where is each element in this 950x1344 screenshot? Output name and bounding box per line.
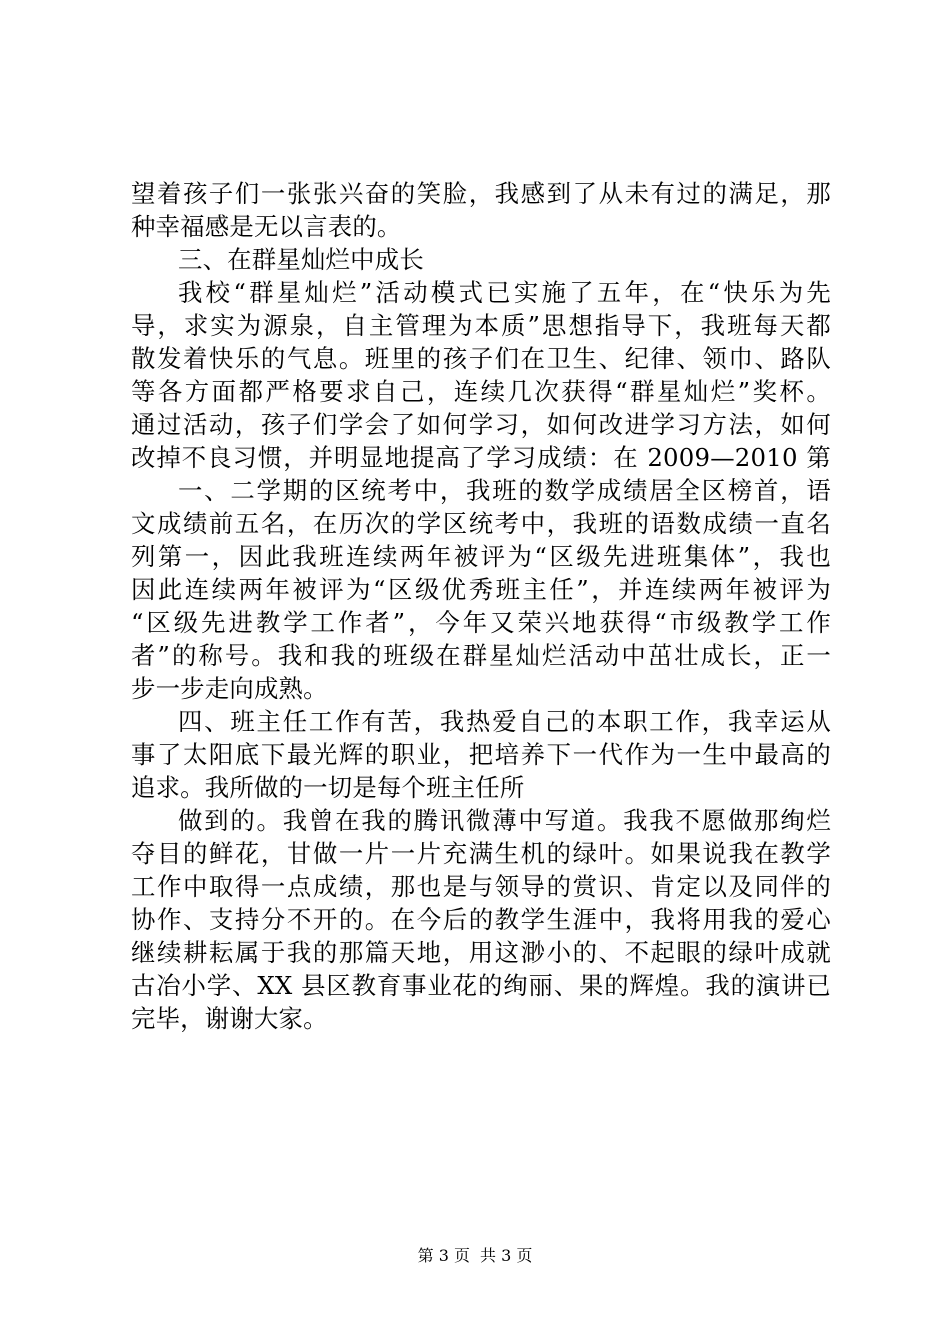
section-heading: 三、在群星灿烂中成长 (178, 245, 424, 274)
text-line: 等各方面都严格要求自己，连续几次获得“群星灿烂”奖杯。 (131, 377, 831, 406)
text-line: 因此连续两年被评为“区级优秀班主任”，并连续两年被评为 (131, 575, 831, 604)
text-line: 望着孩子们一张张兴奋的笑脸，我感到了从未有过的满足，那 (131, 179, 831, 208)
document-body (131, 177, 831, 1035)
text-line: 改掉不良习惯，并明显地提高了学习成绩：在 2009—2010 第 (131, 443, 831, 472)
text-line: 文成绩前五名，在历次的学区统考中，我班的语数成绩一直名 (131, 509, 831, 538)
text-line: 继续耕耘属于我的那篇天地，用这渺小的、不起眼的绿叶成就 (131, 938, 831, 967)
text-line: 列第一，因此我班连续两年被评为“区级先进班集体”，我也 (131, 542, 831, 571)
text-line: 一、二学期的区统考中，我班的数学成绩居全区榜首，语 (178, 476, 831, 505)
text-line: 通过活动，孩子们学会了如何学习，如何改进学习方法，如何 (131, 410, 831, 439)
text-line: 种幸福感是无以言表的。 (131, 212, 402, 241)
text-line: 散发着快乐的气息。班里的孩子们在卫生、纪律、领巾、路队 (131, 344, 831, 373)
text-line: 四、班主任工作有苦，我热爱自己的本职工作，我幸运从 (178, 707, 831, 736)
text-line: 做到的。我曾在我的腾讯微薄中写道。我我不愿做那绚烂 (178, 806, 831, 835)
text-line: “区级先进教学工作者”，今年又荣兴地获得“市级教学工作 (131, 608, 831, 637)
page-footer (0, 1245, 950, 1267)
text-line: 追求。我所做的一切是每个班主任所 (131, 773, 525, 802)
text-line: 古冶小学、XX 县区教育事业花的绚丽、果的辉煌。我的演讲已 (131, 971, 831, 1000)
text-line: 工作中取得一点成绩，那也是与领导的赏识、肯定以及同伴的 (131, 872, 831, 901)
text-line: 事了太阳底下最光辉的职业，把培养下一代作为一生中最高的 (131, 740, 831, 769)
text-line: 者”的称号。我和我的班级在群星灿烂活动中茁壮成长，正一 (131, 641, 831, 670)
text-line: 导，求实为源泉，自主管理为本质”思想指导下，我班每天都 (131, 311, 831, 340)
page-number: 第 3 页 (417, 1246, 470, 1265)
text-line: 步一步走向成熟。 (131, 674, 328, 703)
text-line: 协作、支持分不开的。在今后的教学生涯中，我将用我的爱心 (131, 905, 831, 934)
page-total: 共 3 页 (480, 1246, 533, 1265)
text-line: 我校“群星灿烂”活动模式已实施了五年，在“快乐为先 (178, 278, 831, 307)
text-line: 完毕，谢谢大家。 (131, 1004, 328, 1033)
text-line: 夺目的鲜花，甘做一片一片充满生机的绿叶。如果说我在教学 (131, 839, 831, 868)
